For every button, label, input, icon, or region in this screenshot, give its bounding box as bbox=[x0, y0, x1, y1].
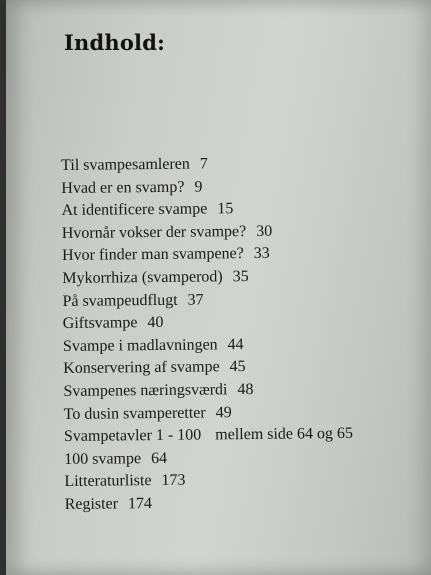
toc-entry-title: At identificere svampe bbox=[61, 200, 208, 220]
toc-entry-page: 9 bbox=[194, 178, 203, 196]
page-title: Indhold: bbox=[64, 30, 166, 55]
toc-entry-page: 7 bbox=[199, 155, 208, 173]
toc-entry-title: 100 svampe bbox=[64, 449, 142, 468]
toc-entry-title: Hvor finder man svampene? bbox=[61, 245, 244, 265]
toc-entry-title: Litteraturliste bbox=[64, 472, 152, 491]
toc-entry-page: mellem side 64 og 65 bbox=[215, 425, 354, 444]
toc-entry-title: Til svampesamleren bbox=[61, 155, 190, 174]
table-of-contents bbox=[61, 151, 425, 516]
toc-entry-title: På svampeudflugt bbox=[62, 291, 178, 310]
toc-entry-page: 33 bbox=[253, 245, 270, 263]
toc-entry-page: 174 bbox=[127, 494, 153, 513]
toc-entry-title: Svampe i madlavningen bbox=[62, 336, 218, 355]
toc-entry-page: 15 bbox=[217, 200, 234, 218]
toc-entry-title: To dusin svamperetter bbox=[63, 404, 206, 423]
toc-entry-page: 37 bbox=[187, 291, 204, 309]
toc-entry-page: 45 bbox=[229, 358, 246, 376]
toc-entry-page: 35 bbox=[232, 268, 249, 286]
toc-entry-page: 30 bbox=[256, 222, 273, 240]
toc-entry-page: 48 bbox=[237, 380, 254, 399]
toc-entry-page: 49 bbox=[215, 403, 232, 421]
toc-entry-page: 64 bbox=[150, 449, 168, 467]
toc-entry-title: Mykorrhiza (svamperod) bbox=[62, 268, 223, 287]
toc-entry-title: Register bbox=[64, 495, 119, 513]
toc-entry-title: Giftsvampe bbox=[62, 314, 138, 333]
toc-entry-page: 40 bbox=[147, 314, 164, 332]
book-page bbox=[6, 0, 431, 575]
toc-entry-title: Svampenes næringsværdi bbox=[63, 381, 228, 400]
toc-entry-page: 44 bbox=[227, 335, 244, 354]
toc-entry-page: 173 bbox=[161, 472, 186, 490]
toc-entry-title: Hvad er en svamp? bbox=[61, 178, 185, 197]
toc-entry bbox=[65, 490, 425, 516]
toc-entry-title: Konservering af svampe bbox=[63, 358, 220, 378]
toc-entry-title: Svampetavler 1 - 100 bbox=[63, 426, 202, 446]
toc-entry-title: Hvornår vokser der svampe? bbox=[61, 222, 247, 242]
